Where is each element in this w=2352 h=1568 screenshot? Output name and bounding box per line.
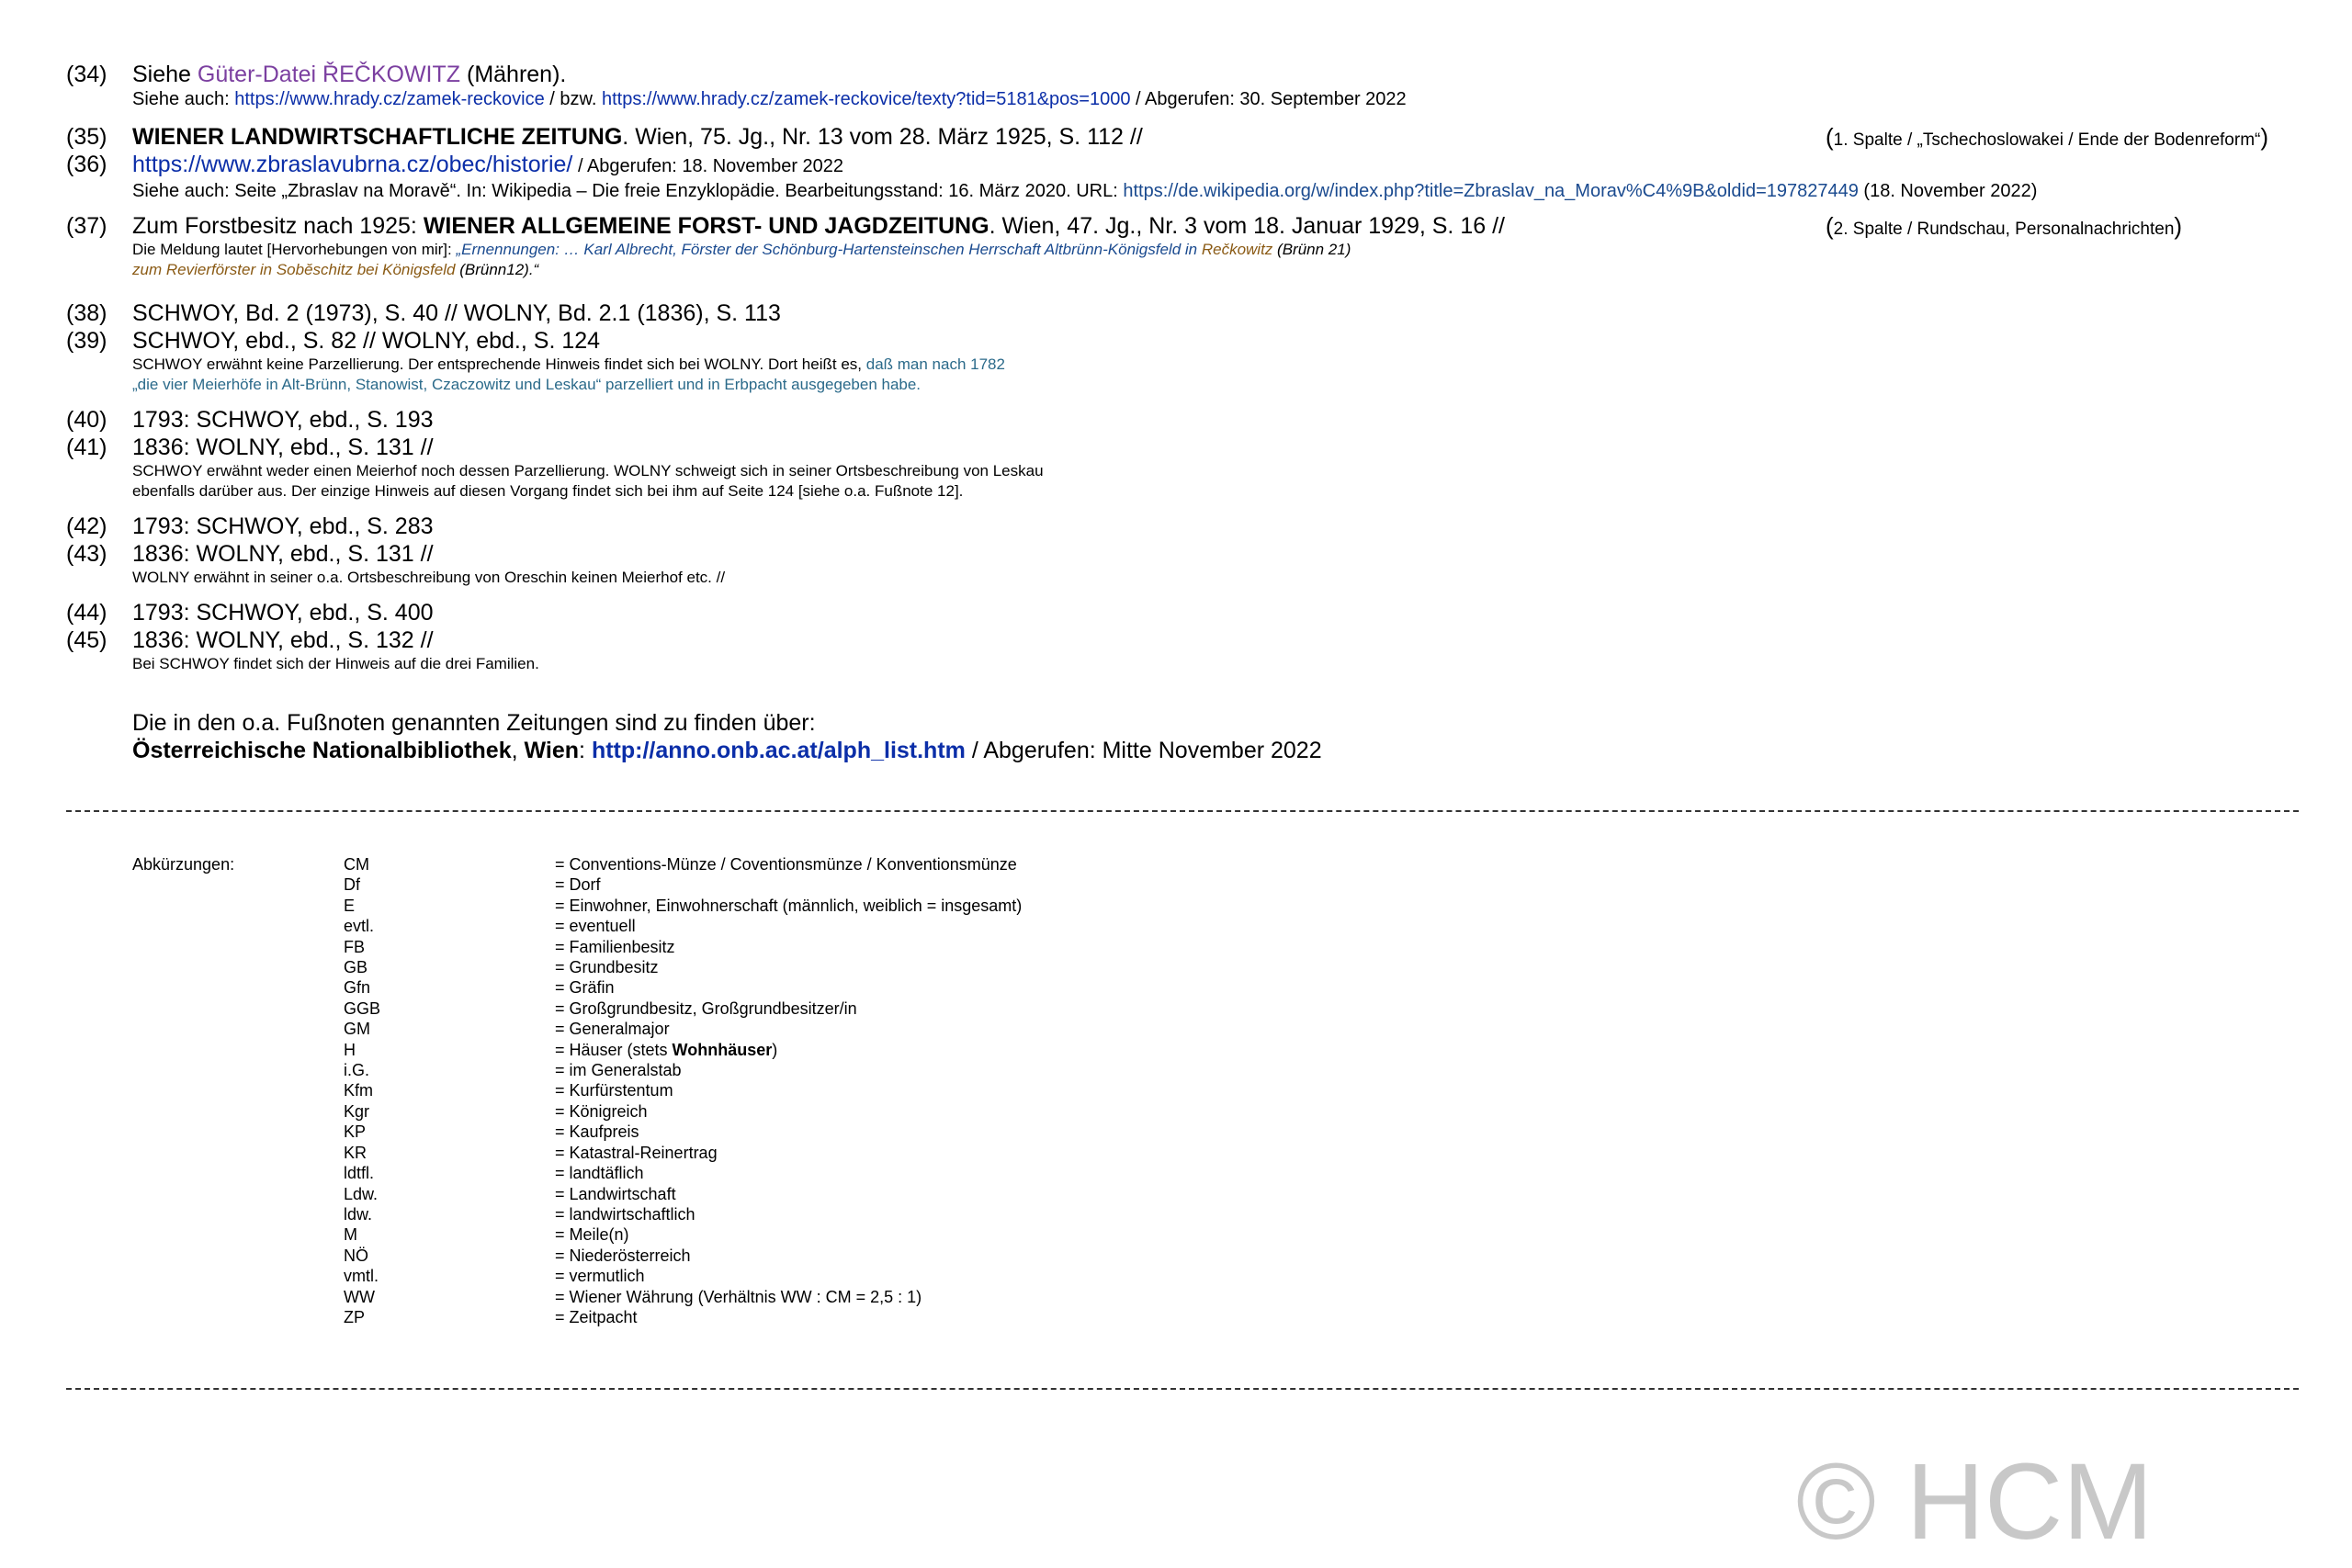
abbreviations-label: Abkürzungen: (132, 855, 235, 874)
abbreviation-meaning (555, 1266, 1022, 1286)
abbreviation-meaning (555, 1019, 1022, 1039)
meaning-text: = landtäflich (555, 1164, 644, 1183)
gueter-datei-link[interactable]: Güter-Datei ŘEČKOWITZ (197, 62, 461, 87)
abbreviation-meaning (555, 1122, 1022, 1142)
newspaper-title: WIENER ALLGEMEINE FORST- UND JAGDZEITUNG (423, 213, 989, 239)
abbreviation-code: evtl. (344, 917, 375, 936)
paren-open: ( (1826, 212, 1834, 240)
meaning-text: = landwirtschaftlich (555, 1204, 695, 1224)
meaning-text: = Wiener Währung (Verhältnis WW : CM = 2,5 : 1) (555, 1287, 922, 1306)
abbreviation-meaning (555, 1060, 1022, 1080)
footnote-text: (Mähren). (460, 62, 567, 87)
footnote-number: (43) (66, 541, 107, 567)
meaning-text: = Familienbesitz (555, 937, 675, 956)
see-also-text: Siehe auch: Seite „Zbraslav na Moravě“. In: Wikipedia – Die freie Enzyklopädie. Bearbeitungsstand: 16. März 2020. URL: (132, 181, 1124, 201)
note-intro: Die Meldung lautet [Hervorhebungen von mir]: (132, 241, 457, 258)
abbreviation-meaning (555, 916, 1022, 936)
footnote-number: (40) (66, 407, 107, 433)
abbreviation-meaning (555, 998, 1022, 1019)
abbreviation-meaning (555, 1101, 1022, 1122)
meaning-text: = Dorf (555, 875, 601, 895)
retrieved-date: / Abgerufen: 18. November 2022 (572, 156, 844, 176)
meaning-text: = Meile(n) (555, 1225, 629, 1245)
footnote-text: 1793: SCHWOY, ebd., S. 193 (132, 407, 434, 433)
paren-close: ) (2174, 212, 2183, 240)
footnote-number: (37) (66, 213, 107, 239)
column-note-text: 2. Spalte / Rundschau, Personalnachrichten (1833, 220, 2175, 239)
quote-part: (Brünn12).“ (455, 261, 539, 278)
quote-text: „die vier Meierhöfe in Alt-Brünn, Stanowist, Czaczowitz und Leskau“ parzelliert und in Erbpacht ausgegeben habe. (132, 376, 922, 393)
footnote-number: (45) (66, 627, 107, 653)
abbreviation-meanings (555, 854, 1022, 1327)
footnote-44 (66, 599, 2326, 626)
abbreviation-meaning (555, 977, 1022, 998)
footnote-39 (66, 327, 2326, 395)
abbreviation-code: ldtfl. (344, 1164, 375, 1183)
meaning-text: = Landwirtschaft (555, 1184, 676, 1203)
abbreviation-meaning (555, 874, 1022, 895)
abbreviation-code: Ldw. (344, 1184, 379, 1203)
note-line: SCHWOY erwähnt weder einen Meierhof noch dessen Parzellierung. WOLNY schweigt sich in seiner Ortsbeschreibung von Leskau (132, 462, 1044, 479)
quote-highlight: Rečkowitz (1201, 241, 1273, 258)
footnote-38 (66, 299, 2326, 327)
hrady-texty-link[interactable]: https://www.hrady.cz/zamek-reckovice/texty?tid=5181&pos=1000 (601, 89, 1131, 109)
footnote-text: 1836: WOLNY, ebd., S. 131 // (132, 434, 434, 460)
meaning-text: = Einwohner, Einwohnerschaft (männlich, weiblich = insgesamt) (555, 896, 1023, 915)
quote-highlight: zum Revierförster in Sobĕschitz bei Königsfeld (132, 261, 456, 278)
separator-text: : (579, 738, 592, 763)
abbreviation-codes (344, 854, 380, 1327)
meaning-text: = Conventions-Münze / Coventionsmünze / Konventionsmünze (555, 855, 1017, 874)
paren-open: ( (1826, 123, 1834, 151)
abbreviation-code: ZP (344, 1307, 366, 1326)
abbreviation-meaning (555, 1040, 1022, 1060)
quote-part: (Brünn 21) (1272, 241, 1351, 258)
abbreviation-code: Kfm (344, 1081, 374, 1100)
abbreviation-meaning (555, 1204, 1022, 1224)
abbreviation-meaning (555, 1184, 1022, 1204)
newspaper-title: WIENER LANDWIRTSCHAFTLICHE ZEITUNG (132, 124, 623, 150)
abbreviation-meaning (555, 1246, 1022, 1266)
footnote-text: Siehe (132, 62, 198, 87)
divider-top (66, 810, 2299, 812)
meaning-text: = Kaufpreis (555, 1122, 639, 1142)
abbreviation-code: i.G. (344, 1061, 370, 1080)
footnote-35 (66, 123, 2326, 151)
footnote-number: (44) (66, 600, 107, 626)
meaning-text: = Zeitpacht (555, 1307, 638, 1326)
footnote-text: SCHWOY, Bd. 2 (1973), S. 40 // WOLNY, Bd. 2.1 (1836), S. 113 (132, 300, 781, 326)
footnote-text: 1836: WOLNY, ebd., S. 132 // (132, 627, 434, 653)
note-line: ebenfalls darüber aus. Der einzige Hinweis auf diesen Vorgang findet sich bei ihm auf Seite 124 [siehe o.a. Fußnote 12]. (132, 482, 964, 500)
abbreviation-code: ldw. (344, 1204, 373, 1224)
footnote-text: 1836: WOLNY, ebd., S. 131 // (132, 541, 434, 567)
citation-text: . Wien, 47. Jg., Nr. 3 vom 18. Januar 1929, S. 16 // (989, 213, 1505, 239)
abbreviation-meaning (555, 1080, 1022, 1100)
note-line: WOLNY erwähnt in seiner o.a. Ortsbeschreibung von Oreschin keinen Meierhof etc. // (132, 569, 726, 586)
meaning-text: = Königreich (555, 1101, 648, 1121)
footnote-43 (66, 540, 2326, 588)
abbreviation-meaning (555, 937, 1022, 957)
footnote-number: (38) (66, 300, 107, 326)
retrieved-date: / Abgerufen: Mitte November 2022 (965, 738, 1322, 763)
abbreviation-meaning (555, 1307, 1022, 1327)
abbreviation-code: M (344, 1225, 357, 1245)
abbreviation-meaning (555, 896, 1022, 916)
abbreviation-meaning (555, 1287, 1022, 1307)
meaning-text: = Niederösterreich (555, 1246, 691, 1265)
meaning-emphasis: Wohnhäuser (672, 1040, 773, 1059)
newspaper-source-note (66, 709, 2326, 764)
abbreviation-code: H (344, 1040, 356, 1059)
footnote-36 (66, 151, 2326, 202)
abbreviation-code: GGB (344, 998, 381, 1018)
wiki-date: (18. November 2022) (1858, 181, 2038, 201)
library-city: Wien (524, 738, 580, 763)
abbreviation-meaning (555, 854, 1022, 874)
abbreviation-meaning (555, 1143, 1022, 1163)
quote-text: daß man nach 1782 (865, 355, 1005, 373)
separator-text: / bzw. (544, 89, 602, 109)
meaning-text: = Grundbesitz (555, 958, 659, 977)
retrieved-date: / Abgerufen: 30. September 2022 (1130, 89, 1407, 109)
abbreviation-code: FB (344, 937, 366, 956)
note-line: Bei SCHWOY findet sich der Hinweis auf die drei Familien. (132, 655, 539, 672)
footnote-text: SCHWOY, ebd., S. 82 // WOLNY, ebd., S. 124 (132, 328, 601, 354)
abbreviation-code: CM (344, 855, 369, 874)
meaning-text: = Großgrundbesitz, Großgrundbesitzer/in (555, 998, 857, 1018)
footnote-34 (66, 61, 2326, 110)
meaning-text: = im Generalstab (555, 1061, 682, 1080)
note-text: SCHWOY erwähnt keine Parzellierung. Der entsprechende Hinweis findet sich bei WOLNY. Dort heißt es, (132, 355, 866, 373)
abbreviation-code: vmtl. (344, 1267, 379, 1286)
abbreviation-meaning (555, 957, 1022, 977)
meaning-text: = Katastral-Reinertrag (555, 1143, 718, 1162)
footnote-37 (66, 212, 2326, 280)
source-intro: Die in den o.a. Fußnoten genannten Zeitungen sind zu finden über: (132, 710, 816, 736)
column-note-text: 1. Spalte / „Tschechoslowakei / Ende der Bodenreform“ (1833, 130, 2261, 150)
footnote-number: (34) (66, 62, 107, 87)
meaning-text: = Häuser (stets (555, 1040, 673, 1059)
zbraslav-link[interactable]: https://www.zbraslavubrna.cz/obec/historie/ (132, 152, 573, 177)
abbreviation-code: KR (344, 1143, 368, 1162)
footnote-number: (35) (66, 124, 107, 150)
meaning-text: = Kurfürstentum (555, 1081, 673, 1100)
anno-link[interactable]: http://anno.onb.ac.at/alph_list.htm (591, 738, 966, 763)
separator-text: , (511, 738, 525, 763)
copyright-watermark: © HCM (1796, 1441, 2154, 1562)
abbreviation-code: Kgr (344, 1101, 370, 1121)
meaning-text: = vermutlich (555, 1267, 645, 1286)
footnote-text: 1793: SCHWOY, ebd., S. 283 (132, 513, 434, 539)
abbreviation-code: WW (344, 1287, 375, 1306)
abbreviation-code: Df (344, 875, 360, 895)
abbreviation-code: NÖ (344, 1246, 368, 1265)
meaning-text: = Generalmajor (555, 1020, 670, 1039)
column-note (1826, 123, 2268, 154)
see-also-label: Siehe auch: (132, 89, 235, 109)
quote-part: „Ernennungen: … Karl Albrecht, Förster der Schönburg-Hartensteinschen Herrschaft Altbrünn-Königsfeld in (456, 241, 1202, 258)
abbreviation-code: KP (344, 1122, 367, 1142)
footnote-number: (41) (66, 434, 107, 460)
column-note (1826, 212, 2182, 243)
citation-text: . Wien, 75. Jg., Nr. 13 vom 28. März 1925, S. 112 // (622, 124, 1143, 150)
footnote-42 (66, 513, 2326, 540)
meaning-text: = Gräfin (555, 978, 615, 998)
footnote-number: (39) (66, 328, 107, 354)
abbreviation-code: GB (344, 958, 368, 977)
abbreviation-code: E (344, 896, 356, 915)
footnote-text: 1793: SCHWOY, ebd., S. 400 (132, 600, 434, 626)
meaning-text: ) (772, 1040, 778, 1059)
footnote-number: (42) (66, 513, 107, 539)
library-name: Österreichische Nationalbibliothek (132, 738, 512, 763)
footnote-45 (66, 626, 2326, 674)
footnote-41 (66, 434, 2326, 502)
meaning-text: = eventuell (555, 917, 636, 936)
footnote-number: (36) (66, 152, 107, 177)
divider-bottom (66, 1388, 2299, 1390)
paren-close: ) (2260, 123, 2269, 151)
footnote-text: Zum Forstbesitz nach 1925: (132, 213, 424, 239)
footnote-40 (66, 406, 2326, 434)
abbreviation-code: GM (344, 1020, 370, 1039)
abbreviation-code: Gfn (344, 978, 371, 998)
abbreviation-meaning (555, 1224, 1022, 1245)
wikipedia-link[interactable]: https://de.wikipedia.org/w/index.php?title=Zbraslav_na_Morav%C4%9B&oldid=197827449 (1123, 181, 1859, 201)
hrady-link[interactable]: https://www.hrady.cz/zamek-reckovice (234, 89, 545, 109)
abbreviation-meaning (555, 1163, 1022, 1183)
